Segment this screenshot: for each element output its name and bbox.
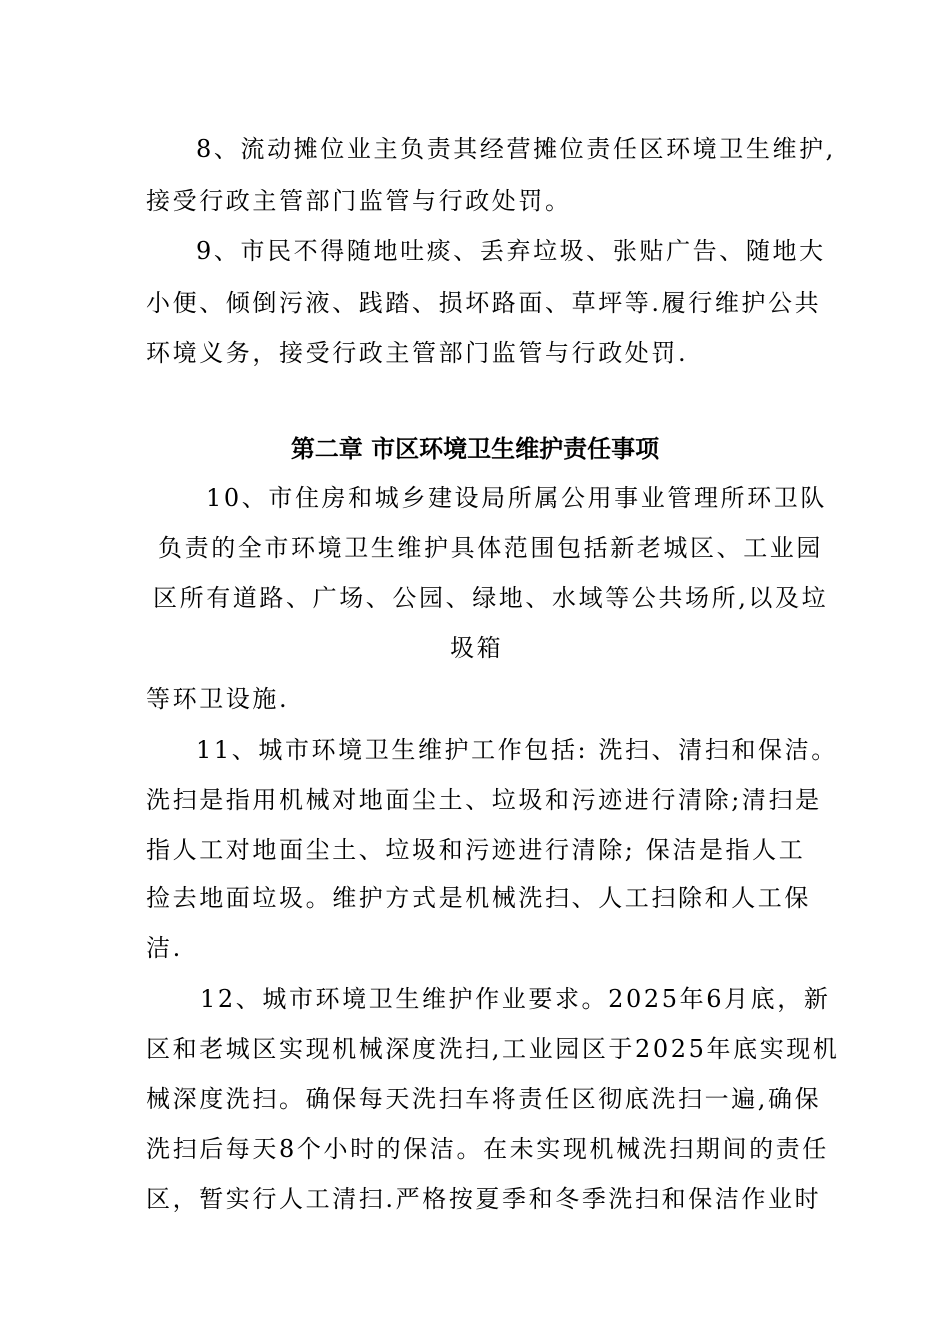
paragraph-10-line-4: 圾箱 [450,634,504,662]
paragraph-9-line-1: 9、市民不得随地吐痰、丢弃垃圾、张贴广告、随地大 [196,237,826,265]
paragraph-8-line-1: 8、流动摊位业主负责其经营摊位责任区环境卫生维护, [196,135,836,163]
paragraph-12-line-3: 械深度洗扫。确保每天洗扫车将责任区彻底洗扫一遍,确保 [146,1085,822,1113]
paragraph-9-line-3: 环境义务，接受行政主管部门监管与行政处罚. [146,339,689,367]
paragraph-9-line-2: 小便、倾倒污液、践踏、损坏路面、草坪等.履行维护公共 [146,289,822,317]
paragraph-10-line-2: 负责的全市环境卫生维护具体范围包括新老城区、工业园 [158,534,823,562]
paragraph-11-line-5: 洁. [146,934,183,962]
paragraph-12-line-1: 12、城市环境卫生维护作业要求。2025年6月底，新 [200,985,831,1013]
paragraph-12-line-2: 区和老城区实现机械深度洗扫,工业园区于2025年底实现机 [146,1035,840,1063]
paragraph-11-line-1: 11、城市环境卫生维护工作包括: 洗扫、清扫和保洁。 [196,736,838,764]
paragraph-11-line-4: 捡去地面垃圾。维护方式是机械洗扫、人工扫除和人工保 [146,884,811,912]
paragraph-8-line-2: 接受行政主管部门监管与行政处罚。 [146,187,572,215]
paragraph-11-line-3: 指人工对地面尘土、垃圾和污迹进行清除; 保洁是指人工 [146,836,806,864]
paragraph-10-line-1: 10、市住房和城乡建设局所属公用事业管理所环卫队 [206,484,827,512]
chapter-heading: 第二章 市区环境卫生维护责任事项 [290,435,660,463]
paragraph-11-line-2: 洗扫是指用机械对地面尘土、垃圾和污迹进行清除;清扫是 [146,786,822,814]
paragraph-10-line-3: 区所有道路、广场、公园、绿地、水域等公共场所,以及垃 [153,584,829,612]
paragraph-12-line-5: 区，暂实行人工清扫.严格按夏季和冬季洗扫和保洁作业时 [146,1185,822,1213]
paragraph-10-line-5: 等环卫设施. [146,685,290,713]
paragraph-12-line-4: 洗扫后每天8个小时的保洁。在未实现机械洗扫期间的责任 [146,1135,829,1163]
